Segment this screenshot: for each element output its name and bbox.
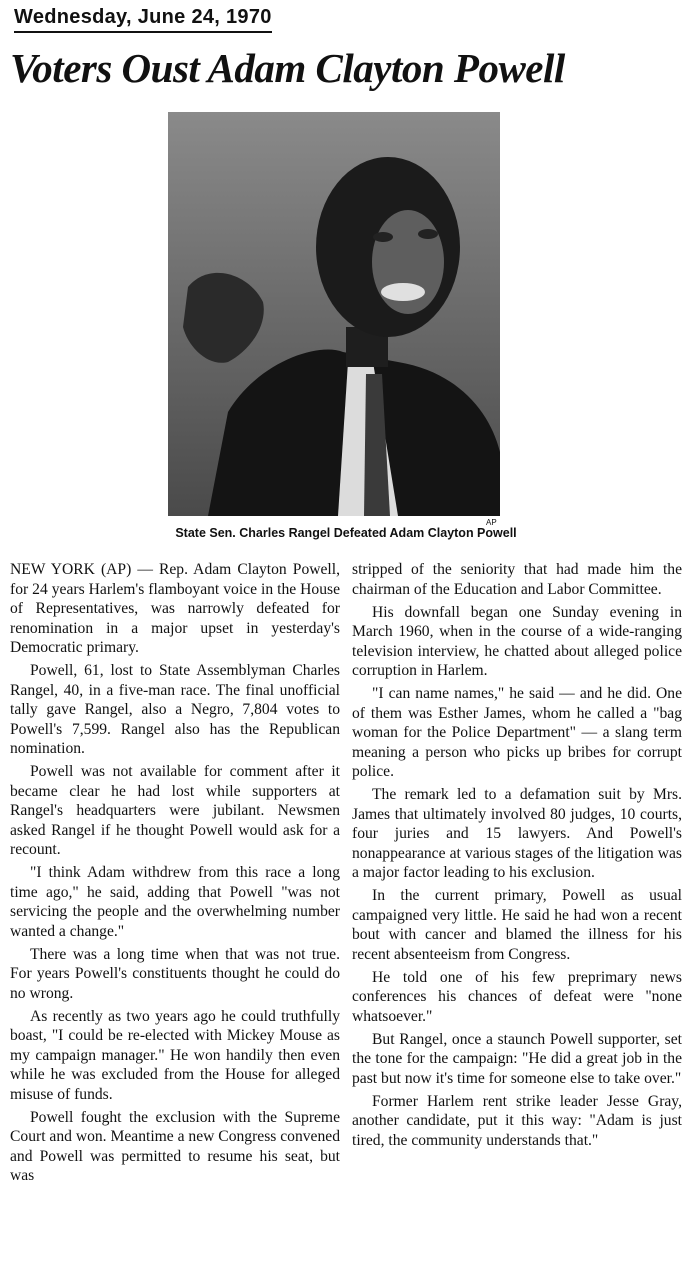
article-paragraph: Powell was not available for comment after it became clear he had lost while supporters at Rangel's headquarters were jubilant. Newsmen asked Rangel if he thought Powell would ask for a recount. (10, 763, 340, 858)
article-paragraph: "I think Adam withdrew from this race a long time ago," he said, adding that Powell "was not servicing the people and the overwhelming number wanted a change." (10, 864, 340, 940)
article-paragraph: stripped of the seniority that had made him the chairman of the Education and Labor Committee. (352, 561, 682, 598)
article-paragraph: As recently as two years ago he could truthfully boast, "I could be re-elected with Mickey Mouse as my campaign manager." He won handily then even while he was excluded from the House for alleged misuse of funds. (10, 1007, 340, 1103)
article-paragraph: He told one of his few preprimary news conferences his chances of defeat were "none whatsoever." (352, 968, 682, 1025)
photo-caption: State Sen. Charles Rangel Defeated Adam Clayton Powell (175, 526, 517, 540)
article-paragraph: "I can name names," he said — and he did. One of them was Esther James, whom he called a "bag woman for the Police Department" — a slang term meaning a person who picks up bribes for corrupt police. (352, 685, 682, 780)
article-paragraph: But Rangel, once a staunch Powell supporter, set the tone for the campaign: "He did a great job in the past but now it's time for someone else to take over." (352, 1030, 682, 1087)
photo-credit: AP (486, 518, 497, 527)
article-column-right (352, 560, 682, 1154)
article-paragraph: His downfall began one Sunday evening in March 1960, when in the course of a wide-ranging television interview, he chatted about alleged police corruption in Harlem. (352, 603, 682, 679)
article-paragraph: Former Harlem rent strike leader Jesse Gray, another candidate, put it this way: "Adam is just tired, the community understands that." (352, 1092, 682, 1149)
article-paragraph: Powell, 61, lost to State Assemblyman Charles Rangel, 40, in a five-man race. The final unofficial tally gave Rangel, also a Negro, 7,804 votes to Powell's 7,599. Rangel also has the Republican nomination. (10, 662, 340, 757)
article-paragraph: The remark led to a defamation suit by Mrs. James that ultimately involved 80 judges, 10 courts, four juries and 15 lawyers. And Powell's nonappearance at various stages of the litigation was a major factor leading to his exclusion. (352, 786, 682, 881)
article-paragraph: There was a long time when that was not true. For years Powell's constituents thought he could do no wrong. (10, 945, 340, 1002)
article-paragraph: In the current primary, Powell as usual campaigned very little. He said he had won a recent bout with cancer and blamed the illness for his recent absenteeism from Congress. (352, 887, 682, 963)
article-paragraph: Powell fought the exclusion with the Supreme Court and won. Meantime a new Congress convened and Powell was permitted to resume his seat, but was (10, 1108, 340, 1184)
article-column-left (10, 560, 340, 1189)
article-paragraph: NEW YORK (AP) — Rep. Adam Clayton Powell, for 24 years Harlem's flamboyant voice in the House of Representatives, was narrowly defeated for renomination in a major upset in yesterday's Democratic primary. (10, 561, 340, 656)
portrait-photo (168, 112, 500, 516)
dateline: Wednesday, June 24, 1970 (14, 6, 272, 33)
headline: Voters Oust Adam Clayton Powell (10, 45, 565, 91)
